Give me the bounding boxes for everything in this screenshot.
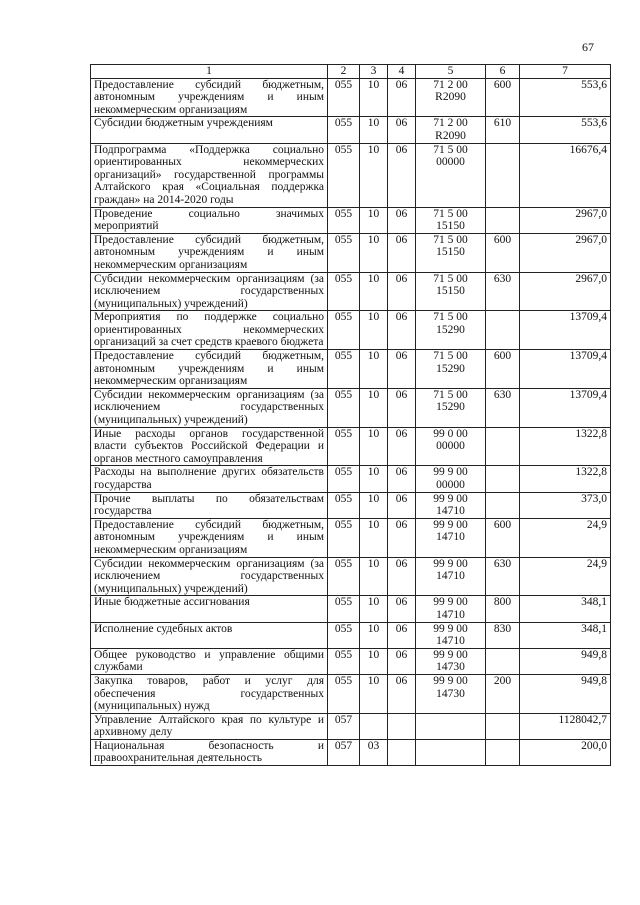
row-pr-cell: 06 [388, 78, 416, 117]
header-cell: 6 [486, 65, 520, 79]
row-name-cell: Предоставление субсидий бюджетным, автономным учреждениям и иным некоммерческим организациям [91, 350, 328, 389]
row-csr-cell: 71 5 00 15290 [416, 388, 486, 427]
row-rz-cell: 10 [360, 350, 388, 389]
row-pr-cell: 06 [388, 350, 416, 389]
row-name-cell: Субсидии некоммерческим организациям (за исключением государственных (муниципальных) учреждений) [91, 557, 328, 596]
row-rz-cell: 10 [360, 557, 388, 596]
row-csr-cell: 71 5 00 15290 [416, 350, 486, 389]
row-rz-cell: 10 [360, 596, 388, 622]
table-row [91, 713, 611, 739]
row-rz-cell: 10 [360, 427, 388, 466]
row-pr-cell: 06 [388, 207, 416, 233]
row-rz-cell: 10 [360, 207, 388, 233]
row-name-cell: Национальная безопасность и правоохранительная деятельность [91, 739, 328, 765]
row-pr-cell: 06 [388, 674, 416, 713]
row-grbs-cell: 055 [328, 518, 360, 557]
row-pr-cell: 06 [388, 518, 416, 557]
row-vr-cell [486, 143, 520, 207]
row-pr-cell [388, 713, 416, 739]
row-sum-cell: 16676,4 [520, 143, 611, 207]
row-name-cell: Предоставление субсидий бюджетным, автономным учреждениям и иным некоммерческим организациям [91, 518, 328, 557]
row-pr-cell: 06 [388, 233, 416, 272]
row-name-cell: Субсидии бюджетным учреждениям [91, 117, 328, 143]
header-cell: 2 [328, 65, 360, 79]
row-vr-cell [486, 713, 520, 739]
row-grbs-cell: 055 [328, 311, 360, 350]
row-sum-cell: 553,6 [520, 117, 611, 143]
header-cell: 1 [91, 65, 328, 79]
row-vr-cell: 600 [486, 78, 520, 117]
row-csr-cell: 71 5 00 15150 [416, 233, 486, 272]
row-vr-cell: 610 [486, 117, 520, 143]
row-pr-cell: 06 [388, 143, 416, 207]
row-csr-cell: 71 2 00 R2090 [416, 117, 486, 143]
table-body [91, 78, 611, 765]
row-pr-cell: 06 [388, 557, 416, 596]
row-csr-cell: 99 9 00 14710 [416, 518, 486, 557]
row-rz-cell: 10 [360, 272, 388, 311]
row-vr-cell [486, 648, 520, 674]
row-sum-cell: 24,9 [520, 518, 611, 557]
table-row [91, 518, 611, 557]
row-vr-cell: 630 [486, 272, 520, 311]
row-pr-cell: 06 [388, 492, 416, 518]
row-rz-cell: 10 [360, 143, 388, 207]
row-sum-cell: 13709,4 [520, 350, 611, 389]
row-name-cell: Мероприятия по поддержке социально ориентированных некоммерческих организаций за счет средств краевого бюджета [91, 311, 328, 350]
header-cell: 4 [388, 65, 416, 79]
row-vr-cell: 600 [486, 233, 520, 272]
row-sum-cell: 1128042,7 [520, 713, 611, 739]
row-name-cell: Закупка товаров, работ и услуг для обеспечения государственных (муниципальных) нужд [91, 674, 328, 713]
row-rz-cell: 10 [360, 492, 388, 518]
table-row [91, 466, 611, 492]
row-csr-cell: 71 5 00 00000 [416, 143, 486, 207]
row-grbs-cell: 055 [328, 207, 360, 233]
page-number: 67 [582, 40, 594, 54]
row-grbs-cell: 055 [328, 143, 360, 207]
table-row [91, 207, 611, 233]
row-vr-cell: 830 [486, 622, 520, 648]
row-csr-cell: 99 0 00 00000 [416, 427, 486, 466]
row-name-cell: Прочие выплаты по обязательствам государства [91, 492, 328, 518]
row-grbs-cell: 055 [328, 596, 360, 622]
row-rz-cell: 03 [360, 739, 388, 765]
row-pr-cell: 06 [388, 427, 416, 466]
row-csr-cell: 99 9 00 14730 [416, 648, 486, 674]
row-csr-cell: 99 9 00 14710 [416, 596, 486, 622]
row-grbs-cell: 055 [328, 648, 360, 674]
row-sum-cell: 348,1 [520, 622, 611, 648]
row-csr-cell: 99 9 00 14710 [416, 492, 486, 518]
table-row [91, 622, 611, 648]
row-name-cell: Общее руководство и управление общими службами [91, 648, 328, 674]
table-row [91, 557, 611, 596]
row-name-cell: Управление Алтайского края по культуре и архивному делу [91, 713, 328, 739]
table-header-row [91, 65, 611, 79]
row-csr-cell: 71 5 00 15150 [416, 207, 486, 233]
row-rz-cell: 10 [360, 518, 388, 557]
table-row [91, 674, 611, 713]
header-cell: 3 [360, 65, 388, 79]
row-rz-cell: 10 [360, 78, 388, 117]
row-grbs-cell: 055 [328, 622, 360, 648]
row-pr-cell: 06 [388, 117, 416, 143]
row-grbs-cell: 057 [328, 713, 360, 739]
row-csr-cell: 99 9 00 14730 [416, 674, 486, 713]
table-row [91, 350, 611, 389]
row-vr-cell: 630 [486, 388, 520, 427]
table-row [91, 143, 611, 207]
table-row [91, 648, 611, 674]
row-grbs-cell: 055 [328, 557, 360, 596]
row-sum-cell: 2967,0 [520, 233, 611, 272]
row-csr-cell: 99 9 00 00000 [416, 466, 486, 492]
row-rz-cell: 10 [360, 388, 388, 427]
table-row [91, 427, 611, 466]
row-vr-cell [486, 466, 520, 492]
row-csr-cell [416, 713, 486, 739]
row-pr-cell [388, 739, 416, 765]
row-grbs-cell: 055 [328, 78, 360, 117]
row-sum-cell: 1322,8 [520, 427, 611, 466]
row-grbs-cell: 055 [328, 466, 360, 492]
header-cell: 5 [416, 65, 486, 79]
row-name-cell: Субсидии некоммерческим организациям (за исключением государственных (муниципальных) учреждений) [91, 388, 328, 427]
table-row [91, 492, 611, 518]
row-sum-cell: 348,1 [520, 596, 611, 622]
row-rz-cell: 10 [360, 311, 388, 350]
row-pr-cell: 06 [388, 272, 416, 311]
row-csr-cell: 71 5 00 15150 [416, 272, 486, 311]
row-name-cell: Исполнение судебных актов [91, 622, 328, 648]
table-row [91, 388, 611, 427]
row-csr-cell: 99 9 00 14710 [416, 557, 486, 596]
row-sum-cell: 13709,4 [520, 311, 611, 350]
row-pr-cell: 06 [388, 311, 416, 350]
row-vr-cell [486, 427, 520, 466]
row-sum-cell: 13709,4 [520, 388, 611, 427]
row-name-cell: Расходы на выполнение других обязательств государства [91, 466, 328, 492]
table-row [91, 272, 611, 311]
row-name-cell: Предоставление субсидий бюджетным, автономным учреждениям и иным некоммерческим организациям [91, 78, 328, 117]
row-name-cell: Подпрограмма «Поддержка социально ориентированных некоммерческих организаций» государственной программы Алтайского края «Социальная поддержка граждан» на 2014-2020 годы [91, 143, 328, 207]
row-sum-cell: 200,0 [520, 739, 611, 765]
row-grbs-cell: 055 [328, 388, 360, 427]
row-vr-cell: 800 [486, 596, 520, 622]
row-sum-cell: 553,6 [520, 78, 611, 117]
row-grbs-cell: 055 [328, 674, 360, 713]
table-row [91, 233, 611, 272]
row-pr-cell: 06 [388, 596, 416, 622]
row-sum-cell: 1322,8 [520, 466, 611, 492]
row-rz-cell: 10 [360, 648, 388, 674]
row-name-cell: Проведение социально значимых мероприятий [91, 207, 328, 233]
row-sum-cell: 2967,0 [520, 272, 611, 311]
row-rz-cell: 10 [360, 622, 388, 648]
row-grbs-cell: 055 [328, 272, 360, 311]
row-name-cell: Иные бюджетные ассигнования [91, 596, 328, 622]
row-vr-cell: 600 [486, 350, 520, 389]
table-row [91, 311, 611, 350]
table-row [91, 739, 611, 765]
row-vr-cell [486, 739, 520, 765]
row-grbs-cell: 055 [328, 233, 360, 272]
row-rz-cell: 10 [360, 117, 388, 143]
row-csr-cell [416, 739, 486, 765]
row-grbs-cell: 057 [328, 739, 360, 765]
row-vr-cell: 630 [486, 557, 520, 596]
row-sum-cell: 949,8 [520, 648, 611, 674]
row-name-cell: Субсидии некоммерческим организациям (за исключением государственных (муниципальных) учреждений) [91, 272, 328, 311]
row-name-cell: Предоставление субсидий бюджетным, автономным учреждениям и иным некоммерческим организациям [91, 233, 328, 272]
table-row [91, 596, 611, 622]
row-csr-cell: 99 9 00 14710 [416, 622, 486, 648]
row-rz-cell: 10 [360, 466, 388, 492]
table-row [91, 117, 611, 143]
row-sum-cell: 24,9 [520, 557, 611, 596]
row-grbs-cell: 055 [328, 350, 360, 389]
row-grbs-cell: 055 [328, 492, 360, 518]
header-cell: 7 [520, 65, 611, 79]
row-vr-cell [486, 207, 520, 233]
row-rz-cell [360, 713, 388, 739]
row-vr-cell [486, 311, 520, 350]
row-csr-cell: 71 5 00 15290 [416, 311, 486, 350]
row-pr-cell: 06 [388, 648, 416, 674]
row-vr-cell [486, 492, 520, 518]
row-grbs-cell: 055 [328, 117, 360, 143]
row-vr-cell: 600 [486, 518, 520, 557]
row-pr-cell: 06 [388, 388, 416, 427]
table-row [91, 78, 611, 117]
budget-table [90, 64, 611, 766]
row-pr-cell: 06 [388, 466, 416, 492]
row-rz-cell: 10 [360, 674, 388, 713]
row-sum-cell: 2967,0 [520, 207, 611, 233]
row-vr-cell: 200 [486, 674, 520, 713]
row-sum-cell: 373,0 [520, 492, 611, 518]
row-grbs-cell: 055 [328, 427, 360, 466]
row-rz-cell: 10 [360, 233, 388, 272]
row-csr-cell: 71 2 00 R2090 [416, 78, 486, 117]
row-name-cell: Иные расходы органов государственной власти субъектов Российской Федерации и органов местного самоуправления [91, 427, 328, 466]
row-sum-cell: 949,8 [520, 674, 611, 713]
row-pr-cell: 06 [388, 622, 416, 648]
